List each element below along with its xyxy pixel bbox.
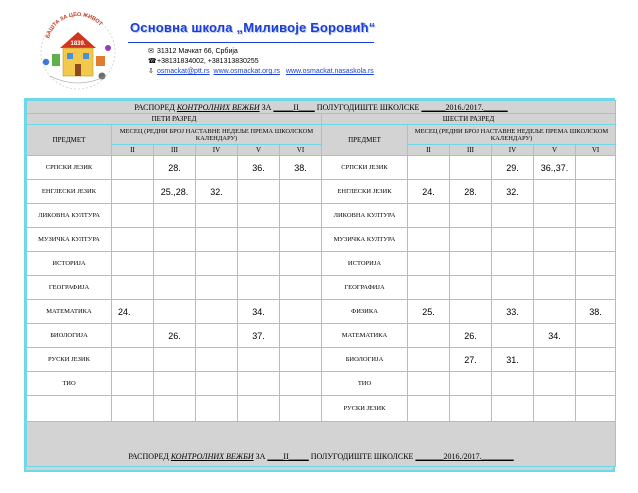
school-name: Основна школа „Миливоје Боровић“	[130, 20, 376, 35]
month-right-0: II	[408, 145, 450, 156]
left-subject-cell: СРПСКИ ЈЕЗИК	[27, 156, 112, 180]
left-week-cell	[154, 396, 196, 422]
left-week-cell	[238, 372, 280, 396]
left-week-cell	[196, 324, 238, 348]
table-row	[27, 396, 616, 422]
right-week-cell	[450, 396, 492, 422]
left-week-cell	[112, 348, 154, 372]
right-week-cell: 25.	[408, 300, 450, 324]
right-week-cell	[576, 276, 616, 300]
left-week-cell	[280, 276, 322, 300]
left-week-cell	[154, 228, 196, 252]
left-week-cell	[280, 300, 322, 324]
link-icon: ⇩	[148, 68, 154, 75]
header-row-months	[27, 145, 616, 156]
phone-text: +38131834002, +381313830255	[157, 58, 259, 65]
email-link[interactable]: osmackat@ptt.rs	[157, 68, 210, 75]
left-week-cell	[280, 372, 322, 396]
schedule-title: РАСПОРЕД КОНТРОЛНИХ ВЕЖБИ ЗА _____II____ ПОЛУГОДИШТЕ ШКОЛСКЕ ______2016./2017.______	[27, 101, 616, 114]
left-week-cell	[196, 300, 238, 324]
schedule-title-row	[27, 101, 616, 114]
right-subject-cell: ИСТОРИЈА	[322, 252, 408, 276]
envelope-icon: ✉	[148, 48, 154, 55]
right-subject-cell: РУСКИ ЈЕЗИК	[322, 396, 408, 422]
left-week-cell	[238, 228, 280, 252]
left-week-cell	[280, 252, 322, 276]
right-week-cell: 38.	[576, 300, 616, 324]
left-week-cell	[280, 348, 322, 372]
month-left-1: III	[154, 145, 196, 156]
left-week-cell	[196, 228, 238, 252]
right-week-cell	[492, 324, 534, 348]
table-row	[27, 348, 616, 372]
right-week-cell: 26.	[450, 324, 492, 348]
table-row	[27, 180, 616, 204]
right-week-cell	[576, 180, 616, 204]
right-week-cell	[450, 252, 492, 276]
left-week-cell: 25.,28.	[154, 180, 196, 204]
left-subject-cell: ЛИКОВНА КУЛТУРА	[27, 204, 112, 228]
right-week-cell: 34.	[534, 324, 576, 348]
month-header-left: МЕСЕЦ (РЕДНИ БРОЈ НАСТАВНЕ НЕДЕЉЕ ПРЕМА ШКОЛСКОМ КАЛЕНДАРУ)	[112, 125, 322, 145]
right-week-cell	[408, 276, 450, 300]
left-subject-cell: ГЕОГРАФИЈА	[27, 276, 112, 300]
right-week-cell	[492, 204, 534, 228]
left-week-cell	[112, 228, 154, 252]
right-week-cell	[576, 324, 616, 348]
logo-motto: БАШТА ЗА ЦЕО ЖИВОТ	[45, 12, 104, 40]
right-subject-cell: СРПСКИ ЈЕЗИК	[322, 156, 408, 180]
right-week-cell	[492, 372, 534, 396]
right-week-cell	[408, 228, 450, 252]
month-left-0: II	[112, 145, 154, 156]
website-link-1[interactable]: www.osmackat.org.rs	[213, 68, 281, 75]
left-week-cell	[196, 372, 238, 396]
left-subject-cell: ЕНГЛЕСКИ ЈЕЗИК	[27, 180, 112, 204]
right-week-cell	[534, 228, 576, 252]
left-subject-cell: ИСТОРИЈА	[27, 252, 112, 276]
left-week-cell: 26.	[154, 324, 196, 348]
left-week-cell	[238, 204, 280, 228]
right-week-cell: 24.	[408, 180, 450, 204]
right-week-cell	[576, 204, 616, 228]
right-week-cell	[534, 276, 576, 300]
right-week-cell	[450, 276, 492, 300]
left-week-cell	[112, 156, 154, 180]
right-week-cell	[408, 156, 450, 180]
right-subject-cell: ГЕОГРАФИЈА	[322, 276, 408, 300]
right-week-cell	[450, 228, 492, 252]
table-row	[27, 324, 616, 348]
right-subject-cell: ТИО	[322, 372, 408, 396]
left-subject-cell: МУЗИЧКА КУЛТУРА	[27, 228, 112, 252]
right-week-cell	[408, 252, 450, 276]
left-week-cell	[280, 204, 322, 228]
left-week-cell: 32.	[196, 180, 238, 204]
month-right-2: IV	[492, 145, 534, 156]
right-week-cell: 32.	[492, 180, 534, 204]
right-week-cell	[534, 180, 576, 204]
right-week-cell	[534, 300, 576, 324]
table-row	[27, 156, 616, 180]
left-week-cell	[280, 180, 322, 204]
right-week-cell	[408, 324, 450, 348]
left-week-cell	[196, 204, 238, 228]
right-week-cell	[576, 348, 616, 372]
schedule-table	[26, 100, 616, 467]
subject-header-left: ПРЕДМЕТ	[27, 125, 112, 156]
left-week-cell	[280, 396, 322, 422]
left-week-cell: 34.	[238, 300, 280, 324]
header-divider	[128, 42, 374, 43]
table-row	[27, 372, 616, 396]
contact-address	[148, 47, 238, 57]
left-week-cell	[238, 348, 280, 372]
left-week-cell	[280, 228, 322, 252]
left-week-cell	[112, 396, 154, 422]
schedule-container	[24, 98, 615, 472]
right-week-cell	[408, 372, 450, 396]
right-subject-cell: МУЗИЧКА КУЛТУРА	[322, 228, 408, 252]
left-week-cell	[112, 204, 154, 228]
phone-icon: ☎	[148, 58, 157, 65]
left-week-cell	[238, 396, 280, 422]
right-week-cell: 28.	[450, 180, 492, 204]
left-week-cell	[196, 252, 238, 276]
left-week-cell	[112, 252, 154, 276]
left-week-cell: 36.	[238, 156, 280, 180]
left-week-cell	[112, 372, 154, 396]
contact-phone	[148, 57, 259, 67]
month-left-4: VI	[280, 145, 322, 156]
left-subject-cell: МАТЕМАТИКА	[27, 300, 112, 324]
left-week-cell	[196, 156, 238, 180]
left-week-cell	[112, 276, 154, 300]
month-right-3: V	[534, 145, 576, 156]
grade-right-label: ШЕСТИ РАЗРЕД	[322, 114, 616, 125]
grade-row	[27, 114, 616, 125]
right-subject-cell: МАТЕМАТИКА	[322, 324, 408, 348]
table-row	[27, 204, 616, 228]
svg-text:БАШТА ЗА ЦЕО ЖИВОТ	[45, 12, 104, 39]
right-week-cell: 29.	[492, 156, 534, 180]
left-week-cell	[196, 396, 238, 422]
right-week-cell: 36.,37.	[534, 156, 576, 180]
left-week-cell	[154, 204, 196, 228]
month-left-3: V	[238, 145, 280, 156]
left-week-cell	[238, 252, 280, 276]
right-subject-cell: ЛИКОВНА КУЛТУРА	[322, 204, 408, 228]
month-right-1: III	[450, 145, 492, 156]
month-right-4: VI	[576, 145, 616, 156]
right-week-cell: 31.	[492, 348, 534, 372]
left-subject-cell	[27, 396, 112, 422]
left-subject-cell: РУСКИ ЈЕЗИК	[27, 348, 112, 372]
right-week-cell	[492, 396, 534, 422]
table-row	[27, 276, 616, 300]
subject-header-right: ПРЕДМЕТ	[322, 125, 408, 156]
right-week-cell	[450, 204, 492, 228]
address-text: 31312 Мачкат 66, Србија	[157, 48, 238, 55]
left-week-cell: 37.	[238, 324, 280, 348]
right-week-cell	[576, 372, 616, 396]
schedule-footer: РАСПОРЕД КОНТРОЛНИХ ВЕЖБИ ЗА ____II_____ ПОЛУГОДИШТЕ ШКОЛСКЕ _______2016./2017.________	[27, 422, 616, 467]
table-row	[27, 228, 616, 252]
left-week-cell	[112, 180, 154, 204]
right-week-cell	[492, 276, 534, 300]
right-week-cell	[534, 348, 576, 372]
left-week-cell	[154, 252, 196, 276]
left-week-cell	[238, 276, 280, 300]
right-week-cell	[492, 228, 534, 252]
left-week-cell: 38.	[280, 156, 322, 180]
left-week-cell	[112, 324, 154, 348]
left-week-cell	[196, 348, 238, 372]
left-week-cell	[154, 276, 196, 300]
left-week-cell	[280, 324, 322, 348]
right-week-cell	[492, 252, 534, 276]
right-week-cell: 33.	[492, 300, 534, 324]
contact-web	[148, 67, 374, 77]
right-week-cell	[408, 396, 450, 422]
right-week-cell	[534, 372, 576, 396]
right-subject-cell: БИОЛОГИЈА	[322, 348, 408, 372]
right-week-cell	[450, 372, 492, 396]
right-week-cell	[576, 228, 616, 252]
left-week-cell	[154, 372, 196, 396]
right-week-cell	[408, 204, 450, 228]
right-subject-cell: ЕНГЛЕСКИ ЈЕЗИК	[322, 180, 408, 204]
right-week-cell	[534, 396, 576, 422]
left-subject-cell: БИОЛОГИЈА	[27, 324, 112, 348]
left-week-cell	[238, 180, 280, 204]
left-week-cell: 24.	[112, 300, 154, 324]
right-subject-cell: ФИЗИКА	[322, 300, 408, 324]
left-week-cell	[154, 348, 196, 372]
right-week-cell	[576, 252, 616, 276]
website-link-2[interactable]: www.osmackat.nasaskola.rs	[285, 68, 374, 75]
right-week-cell	[534, 252, 576, 276]
month-left-2: IV	[196, 145, 238, 156]
table-row	[27, 252, 616, 276]
month-header-right: МЕСЕЦ (РЕДНИ БРОЈ НАСТАВНЕ НЕДЕЉЕ ПРЕМА ШКОЛСКОМ КАЛЕНДАРУ)	[408, 125, 616, 145]
right-week-cell	[450, 300, 492, 324]
left-week-cell	[196, 276, 238, 300]
logo-year: 1839.	[70, 41, 86, 47]
right-week-cell	[408, 348, 450, 372]
header-row-1	[27, 125, 616, 145]
table-row	[27, 300, 616, 324]
right-week-cell	[450, 156, 492, 180]
left-week-cell: 28.	[154, 156, 196, 180]
right-week-cell	[576, 156, 616, 180]
left-subject-cell: ТИО	[27, 372, 112, 396]
right-week-cell	[576, 396, 616, 422]
school-logo	[32, 12, 124, 92]
right-week-cell	[534, 204, 576, 228]
grade-left-label: ПЕТИ РАЗРЕД	[27, 114, 322, 125]
footer-row	[27, 422, 616, 467]
right-week-cell: 27.	[450, 348, 492, 372]
left-week-cell	[154, 300, 196, 324]
